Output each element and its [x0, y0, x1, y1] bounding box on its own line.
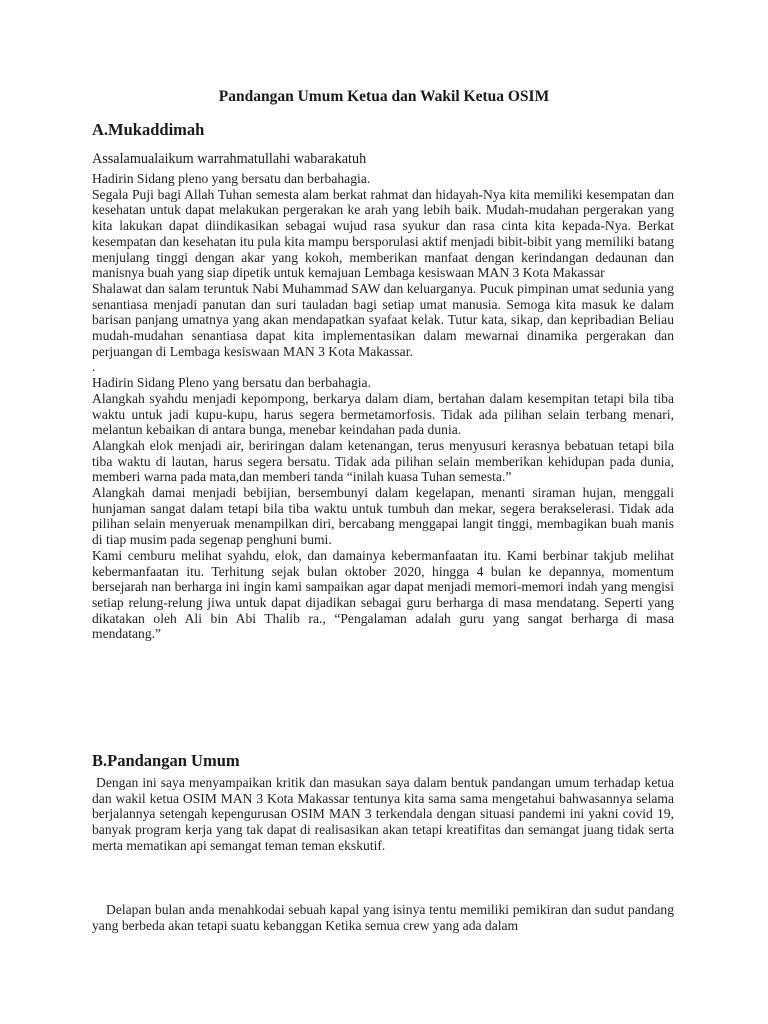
paragraph: Alangkah elok menjadi air, beriringan dalam ketenangan, terus menyusuri kerasnya bebatuan tetapi bila tiba waktu di lautan, harus segera bersatu. Tidak ada pilihan selain memberikan kehidupan pada dunia, memberi warna pada mata,dan memberi tanda “inilah kuasa Tuhan semesta.”: [92, 437, 674, 485]
paragraph: Delapan bulan anda menahkodai sebuah kapal yang isinya tentu memiliki pemikiran dan sudut pandang yang berbeda akan tetapi suatu kebanggan Ketika semua crew yang ada dalam: [92, 902, 674, 933]
section-b-body-continued: [92, 902, 674, 933]
paragraph: Hadirin Sidang Pleno yang bersatu dan berbahagia.: [92, 375, 371, 391]
paragraph: .: [92, 359, 96, 375]
paragraph: Kami cemburu melihat syahdu, elok, dan damainya kebermanfaatan itu. Kami berbinar takjub melihat kebermanfaatan itu. Terhitung sejak bulan oktober 2020, hingga 4 bulan ke depannya, momentum bersejarah nan berharga ini ingin kami sampaikan agar dapat menjadi memori-memori indah yang mengisi setiap relung-relung jiwa untuk dapat dijadikan sebagai guru berharga di masa mendatang. Seperti yang dikatakan oleh Ali bin Abi Thalib ra., “Pengalaman adalah guru yang sangat berharga di masa mendatang.”: [92, 547, 674, 642]
document-title: Pandangan Umum Ketua dan Wakil Ketua OSIM: [218, 88, 550, 105]
section-a-heading: A.Mukaddimah: [92, 120, 205, 139]
section-b-body: [92, 775, 674, 854]
paragraph: Segala Puji bagi Allah Tuhan semesta alam berkat rahmat dan hidayah-Nya kita memiliki kesempatan dan kesehatan untuk dapat melakukan pergerakan ke arah yang lebih baik. Mudah-mudahan pergerakan yang kita lakukan dapat diindikasikan sebagai wujud rasa syukur dan rasa cinta kita kepada-Nya. Berkat kesempatan dan kesehatan itu pula kita mampu bersporulasi aktif menjadi bibit-bibit yang memiliki batang menjulang tinggi dengan akar yang kokoh, memberikan manfaat dengan kerindangan dedaunan dan manisnya buah yang siap dipetik untuk kemajuan Lembaga kesiswaan MAN 3 Kota Makassar: [92, 186, 674, 281]
salam-line: Assalamualaikum warrahmatullahi wabarakatuh: [92, 151, 367, 167]
paragraph: Alangkah damai menjadi bebijian, bersembunyi dalam kegelapan, menanti siraman hujan, menggali hunjaman sangat dalam tetapi bila tiba waktu untuk tumbuh dan mekar, segera berakselerasi. Tidak ada pilihan selain menyeruak menampilkan diri, bercabang menggapai langit tinggi, membagikan buah manis di tiap musim pada segenap penghuni bumi.: [92, 485, 674, 548]
paragraph: Shalawat dan salam teruntuk Nabi Muhammad SAW dan keluarganya. Pucuk pimpinan umat sedunia yang senantiasa menjadi panutan dan suri tauladan bagi setiap umat manusia. Semoga kita masuk ke dalam barisan panjang umatnya yang akan mendapatkan syafaat kelak. Tutur kata, sikap, dan kepribadian Beliau mudah-mudahan senantiasa dapat kita implementasikan dalam mewarnai dinamika pergerakan dan perjuangan di Lembaga kesiswaan MAN 3 Kota Makassar.: [92, 280, 674, 359]
section-a-body: [92, 171, 674, 642]
paragraph: Dengan ini saya menyampaikan kritik dan masukan saya dalam bentuk pandangan umum terhadap ketua dan wakil ketua OSIM MAN 3 Kota Makassar tentunya kita sama sama mengetahui bahwasannya selama berjalannya setengah kepengurusan OSIM MAN 3 terkendala dengan situasi pandemi ini yakni covid 19, banyak program kerja yang tak dapat di realisasikan akan tetapi kreatifitas dan semangat juang tidak serta merta mematikan api semangat teman teman ekskutif.: [92, 775, 674, 853]
paragraph: Alangkah syahdu menjadi kepompong, berkarya dalam diam, bertahan dalam kesempitan tetapi bila tiba waktu untuk jadi kupu-kupu, harus segera bermetamorfosis. Tidak ada pilihan selain terbang menari, melantun kebaikan di antara bunga, menebar keindahan pada dunia.: [92, 390, 674, 438]
section-b-heading: B.Pandangan Umum: [92, 751, 240, 770]
paragraph: Hadirin Sidang pleno yang bersatu dan berbahagia.: [92, 171, 371, 186]
